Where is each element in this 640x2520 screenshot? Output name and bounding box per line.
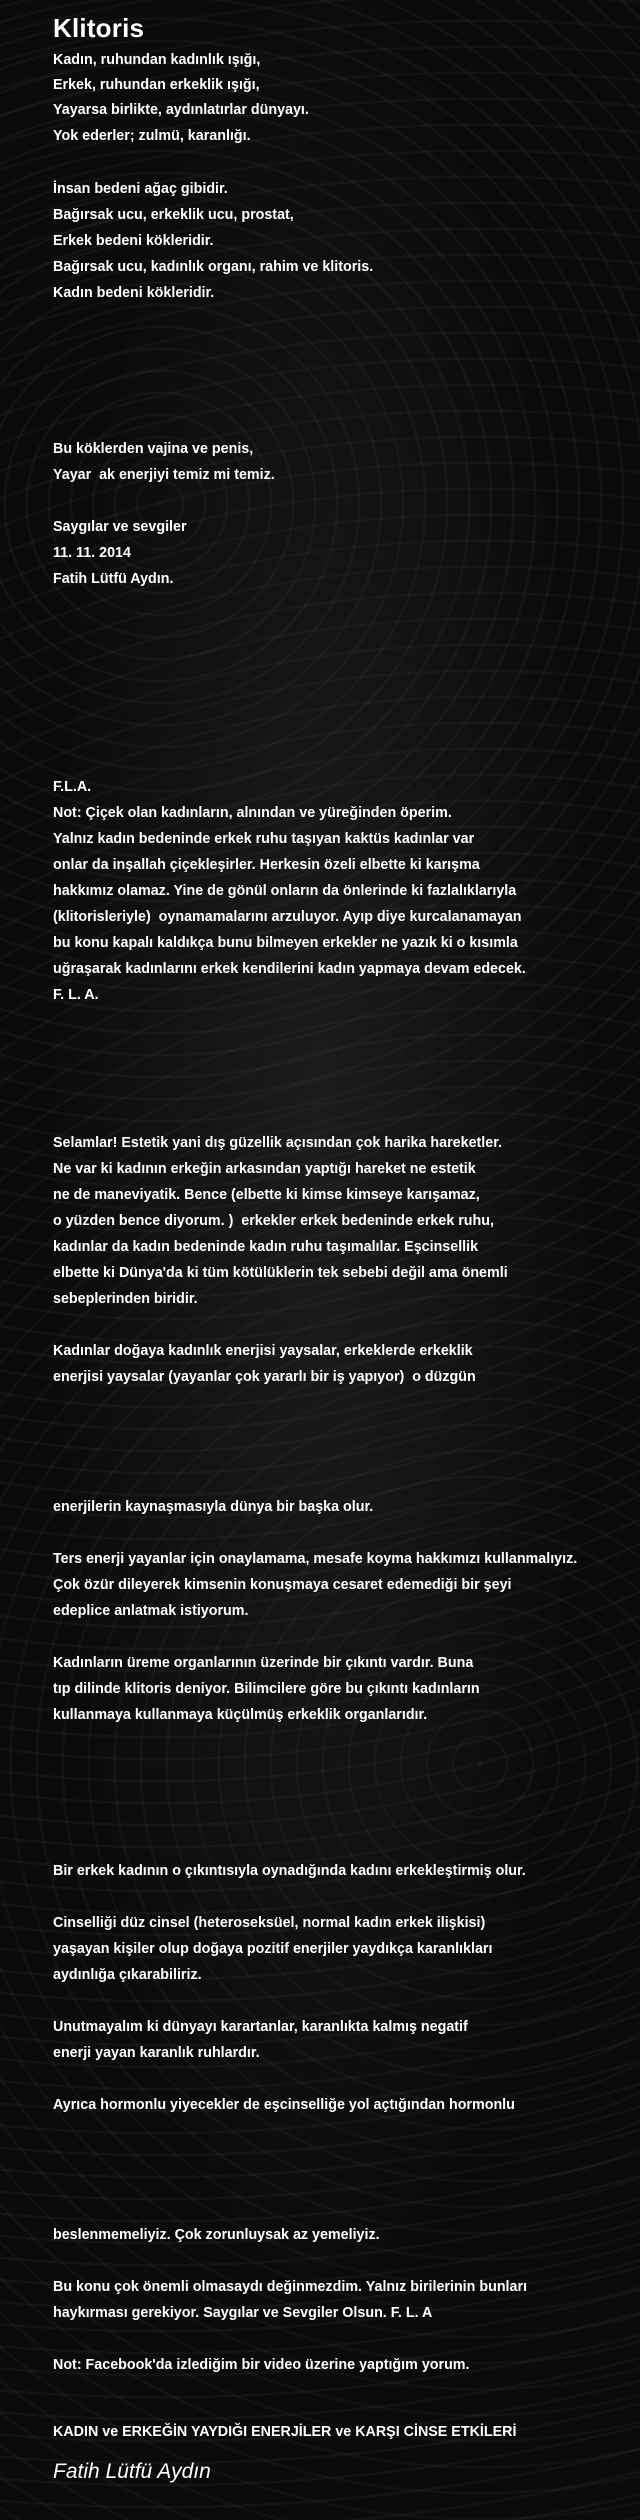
poem-line: aydınlığa çıkarabiliriz. [53, 1967, 202, 1983]
poem-line: Bu köklerden vajina ve penis, [53, 441, 254, 457]
poem-line: KADIN ve ERKEĞİN YAYDIĞI ENERJİLER ve KARŞI CİNSE ETKİLERİ [53, 2424, 517, 2440]
poem-line: uğraşarak kadınlarını erkek kendilerini kadın yapmaya devam edecek. [53, 961, 526, 977]
poem-line: Selamlar! Estetik yani dış güzellik açısından çok harika hareketler. [53, 1135, 502, 1151]
poem-line: kadınlar da kadın bedeninde kadın ruhu taşımalılar. Eşcinsellik [53, 1239, 479, 1255]
poem-line: kullanmaya kullanmaya küçülmüş erkeklik organlarıdır. [53, 1707, 428, 1723]
poem-line: Çok özür dileyerek kimsenin konuşmaya cesaret edemediği bir şeyi [53, 1577, 512, 1593]
poem-line: Unutmayalım ki dünyayı karartanlar, karanlıkta kalmış negatif [53, 2019, 468, 2035]
poem-line: Ne var ki kadının erkeğin arkasından yaptığı hareket ne estetik [53, 1161, 476, 1177]
poem-line: edeplice anlatmak istiyorum. [53, 1603, 249, 1619]
poem-line: yaşayan kişiler olup doğaya pozitif enerjiler yaydıkça karanlıkları [53, 1941, 493, 1957]
poem-line: 11. 11. 2014 [53, 545, 131, 561]
poem-line: enerji yayan karanlık ruhlardır. [53, 2045, 260, 2061]
poem-line: Kadınların üreme organlarının üzerinde bir çıkıntı vardır. Buna [53, 1655, 474, 1671]
poem-line: Yok ederler; zulmü, karanlığı. [53, 128, 251, 144]
poem-line: Not: Facebook'da izlediğim bir video üzerine yaptığım yorum. [53, 2357, 470, 2373]
poem-line: Kadınlar doğaya kadınlık enerjisi yaysalar, erkeklerde erkeklik [53, 1343, 473, 1359]
poem-line: F. L. A. [53, 987, 99, 1003]
poem-line: Yayarsa birlikte, aydınlatırlar dünyayı. [53, 102, 309, 118]
poem-line: enerjilerin kaynaşmasıyla dünya bir başka olur. [53, 1499, 374, 1515]
poem-line: Erkek, ruhundan erkeklik ışığı, [53, 77, 260, 93]
poem-line: Not: Çiçek olan kadınların, alnından ve yüreğinden öperim. [53, 805, 452, 821]
poem-line: F.L.A. [53, 779, 92, 795]
poem-line: tıp dilinde klitoris deniyor. Bilimcilere göre bu çıkıntı kadınların [53, 1681, 480, 1697]
poem-line: Yayar ak enerjiyi temiz mi temiz. [53, 467, 275, 483]
poem-line: (klitorisleriyle) oynamamalarını arzuluyor. Ayıp diye kurcalanamayan [53, 909, 522, 925]
poem-line: Erkek bedeni kökleridir. [53, 233, 214, 249]
poem-line: elbette ki Dünya'da ki tüm kötülüklerin tek sebebi değil ama önemli [53, 1265, 508, 1281]
poem-line: Bağırsak ucu, erkeklik ucu, prostat, [53, 207, 294, 223]
poem-line: Kadın bedeni kökleridir. [53, 285, 215, 301]
poem-line: Ters enerji yayanlar için onaylamama, mesafe koyma hakkımızı kullanmalıyız. [53, 1551, 578, 1567]
poem-line: hakkımız olamaz. Yine de gönül onların da önlerinde ki fazlalıklarıyla [53, 883, 517, 899]
poem-line: Fatih Lütfü Aydın. [53, 571, 174, 587]
poem-line: beslenmemeliyiz. Çok zorunluysak az yemeliyiz. [53, 2227, 380, 2243]
poem-author: Fatih Lütfü Aydın [53, 2460, 211, 2483]
poem-line: Bu konu çok önemli olmasaydı değinmezdim. Yalnız birilerinin bunları [53, 2279, 528, 2295]
poem-line: haykırması gerekiyor. Saygılar ve Sevgiler Olsun. F. L. A [53, 2305, 433, 2321]
poem-line: Bir erkek kadının o çıkıntısıyla oynadığında kadını erkekleştirmiş olur. [53, 1863, 526, 1879]
poem-line: Bağırsak ucu, kadınlık organı, rahim ve klitoris. [53, 259, 374, 275]
poem-line: sebeplerinden biridir. [53, 1291, 198, 1307]
poem-line: İnsan bedeni ağaç gibidir. [53, 181, 228, 197]
poem-line: onlar da inşallah çiçekleşirler. Herkesin özeli elbette ki karışma [53, 857, 480, 873]
poem-line: enerjisi yaysalar (yayanlar çok yararlı bir iş yapıyor) o düzgün [53, 1369, 476, 1385]
poem-line: ne de maneviyatik. Bence (elbette ki kimse kimseye karışamaz, [53, 1187, 480, 1203]
poem-line: Kadın, ruhundan kadınlık ışığı, [53, 52, 261, 68]
poem-line: Yalnız kadın bedeninde erkek ruhu taşıyan kaktüs kadınlar var [53, 831, 475, 847]
poem-line: bu konu kapalı kaldıkça bunu bilmeyen erkekler ne yazık ki o kısımla [53, 935, 518, 951]
poem-title: Klitoris [53, 13, 145, 43]
poem-line: o yüzden bence diyorum. ) erkekler erkek bedeninde erkek ruhu, [53, 1213, 494, 1229]
poem-line: Saygılar ve sevgiler [53, 519, 187, 535]
poem-line: Ayrıca hormonlu yiyecekler de eşcinselliğe yol açtığından hormonlu [53, 2097, 515, 2113]
poem-line: Cinselliği düz cinsel (heteroseksüel, normal kadın erkek ilişkisi) [53, 1915, 486, 1931]
